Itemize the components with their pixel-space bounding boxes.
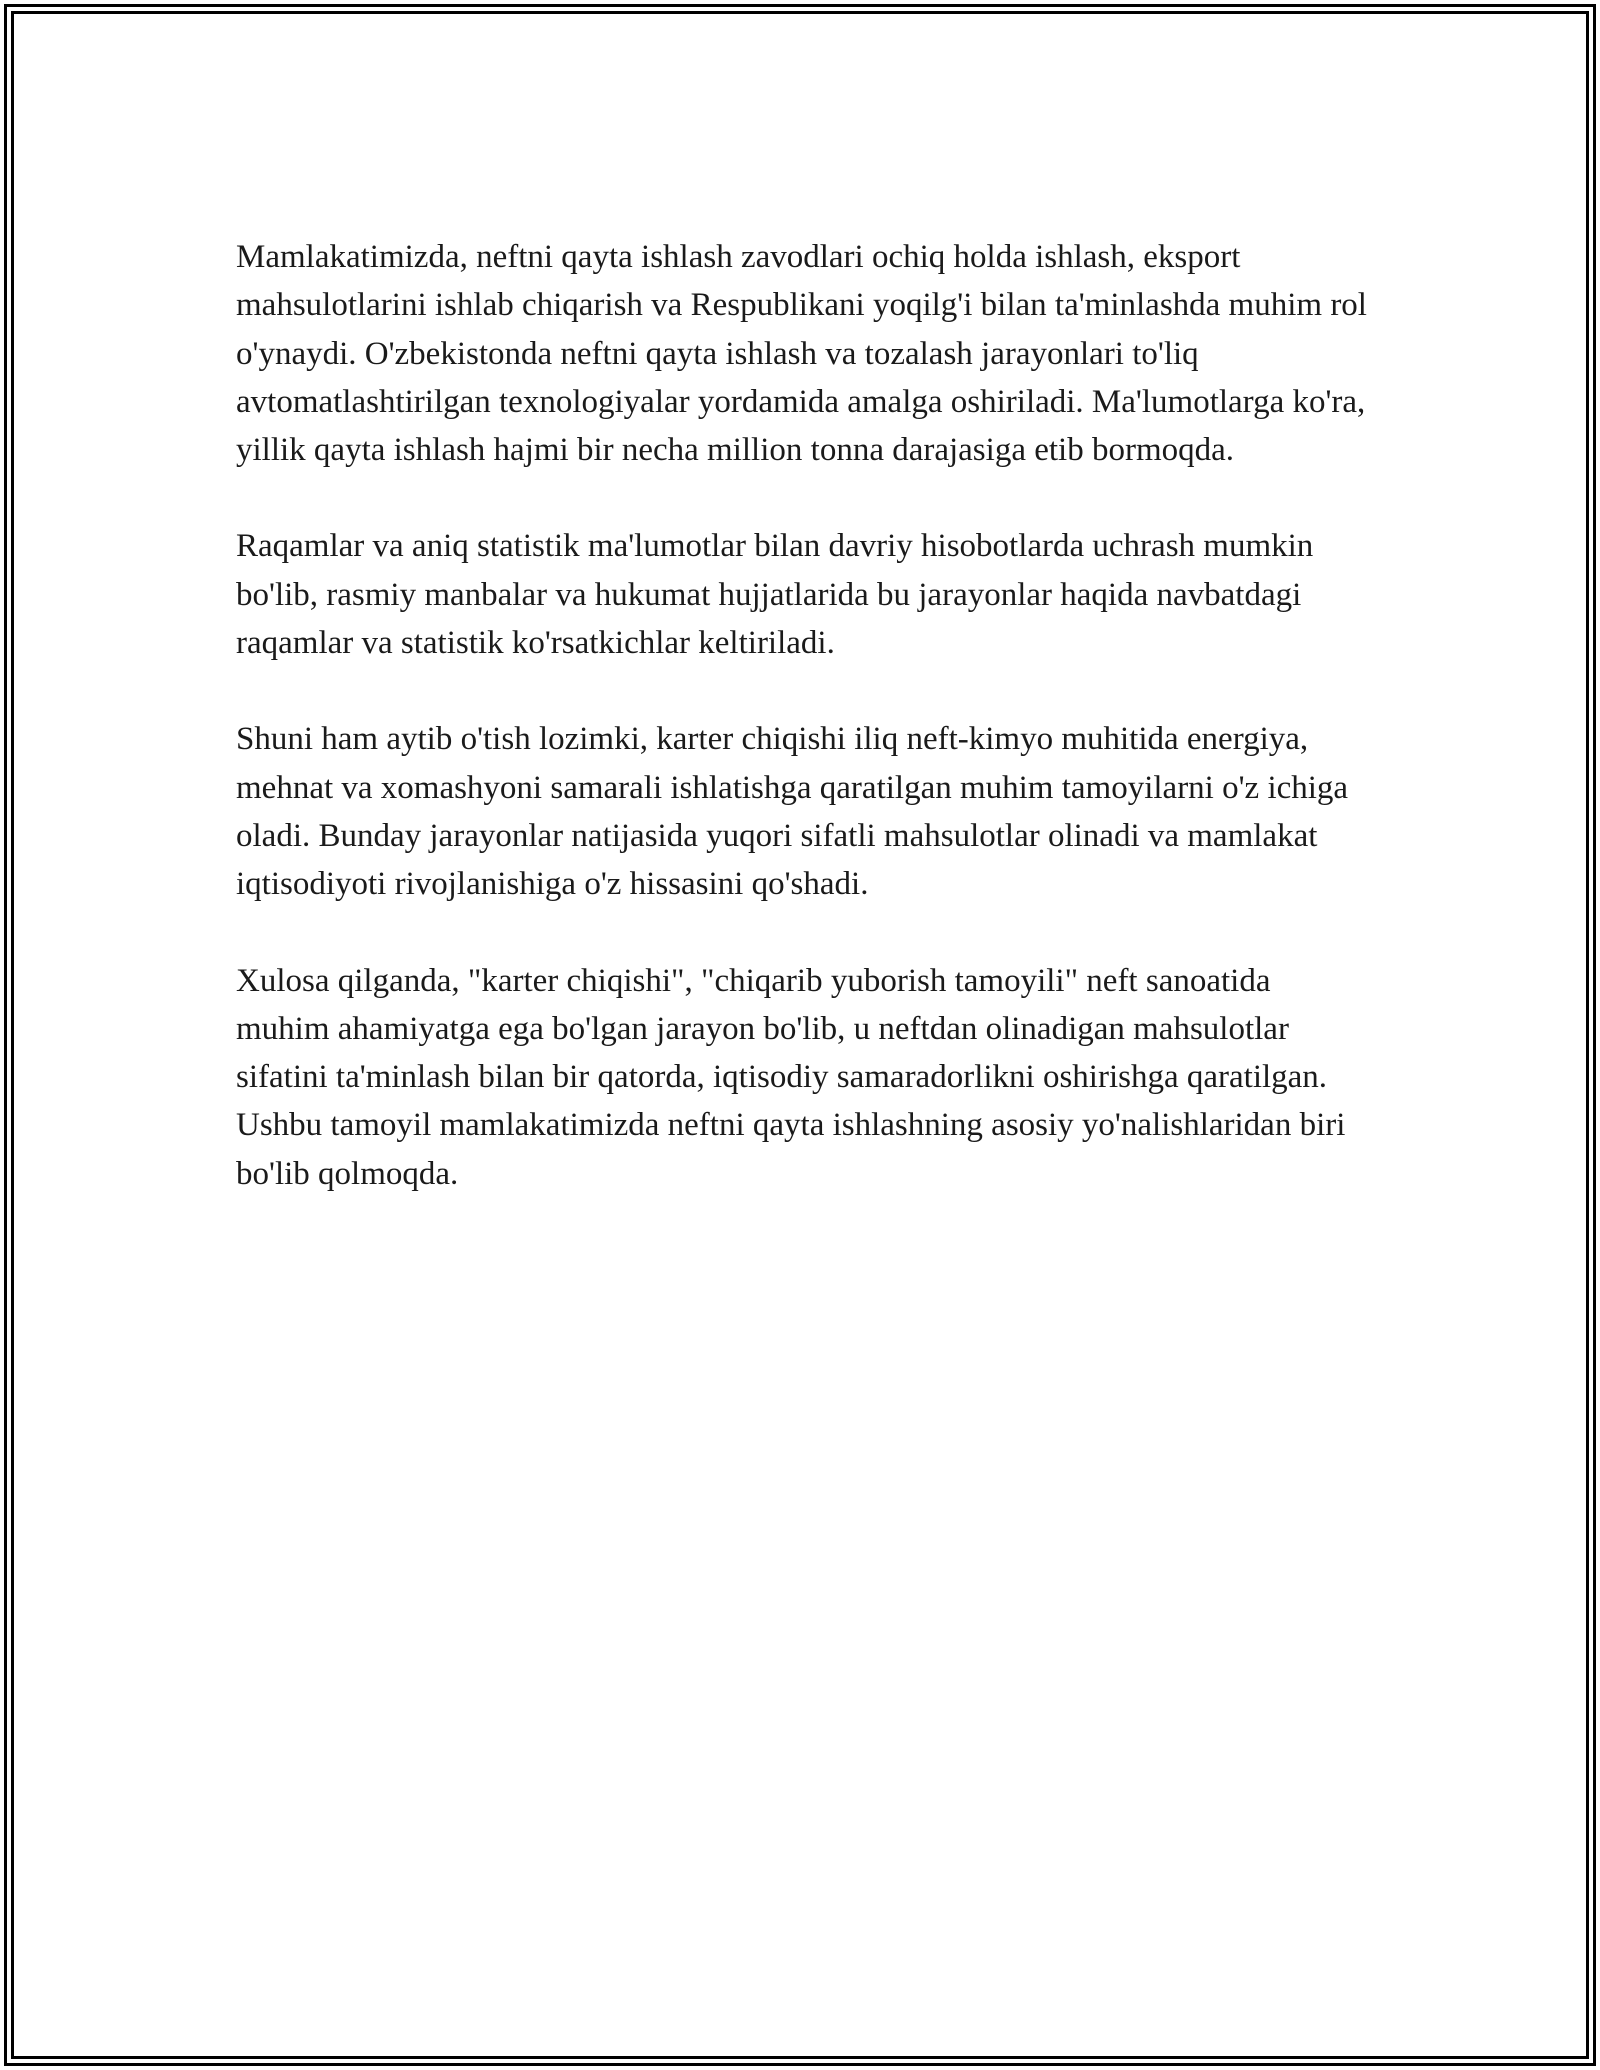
document-body — [236, 233, 1371, 1246]
paragraph-3: Shuni ham aytib o'tish lozimki, karter chiqishi iliq neft-kimyo muhitida energiya, mehnat va xomashyoni samarali ishlatishga qaratilgan muhim tamoyilarni o'z ichiga oladi. Bunday jarayonlar natijasida yuqori sifatli mahsulotlar olinadi va mamlakat iqtisodiyoti rivojlanishiga o'z hissasini qo'shadi. — [236, 721, 1349, 903]
paragraph-1: Mamlakatimizda, neftni qayta ishlash zavodlari ochiq holda ishlash, eksport mahsulotlarini ishlab chiqarish va Respublikani yoqilg'i bilan ta'minlashda muhim rol o'ynaydi. O'zbekistonda neftni qayta ishlash va tozalash jarayonlari to'liq avtomatlashtirilgan texnologiyalar yordamida amalga oshiriladi. Ma'lumotlarga ko'ra, yillik qayta ishlash hajmi bir necha million tonna darajasiga etib bormoqda. — [236, 239, 1367, 469]
paragraph-4: Xulosa qilganda, "karter chiqishi", "chiqarib yuborish tamoyili" neft sanoatida muhim ahamiyatga ega bo'lgan jarayon bo'lib, u neftdan olinadigan mahsulotlar sifatini ta'minlash bilan bir qatorda, iqtisodiy samaradorlikni oshirishga qaratilgan. Ushbu tamoyil mamlakatimizda neftni qayta ishlashning asosiy yo'nalishlaridan biri bo'lib qolmoqda. — [236, 962, 1346, 1192]
paragraph-2: Raqamlar va aniq statistik ma'lumotlar bilan davriy hisobotlarda uchrash mumkin bo'lib, rasmiy manbalar va hukumat hujjatlarida bu jarayonlar haqida navbatdagi raqamlar va statistik ko'rsatkichlar keltiriladi. — [236, 528, 1314, 662]
